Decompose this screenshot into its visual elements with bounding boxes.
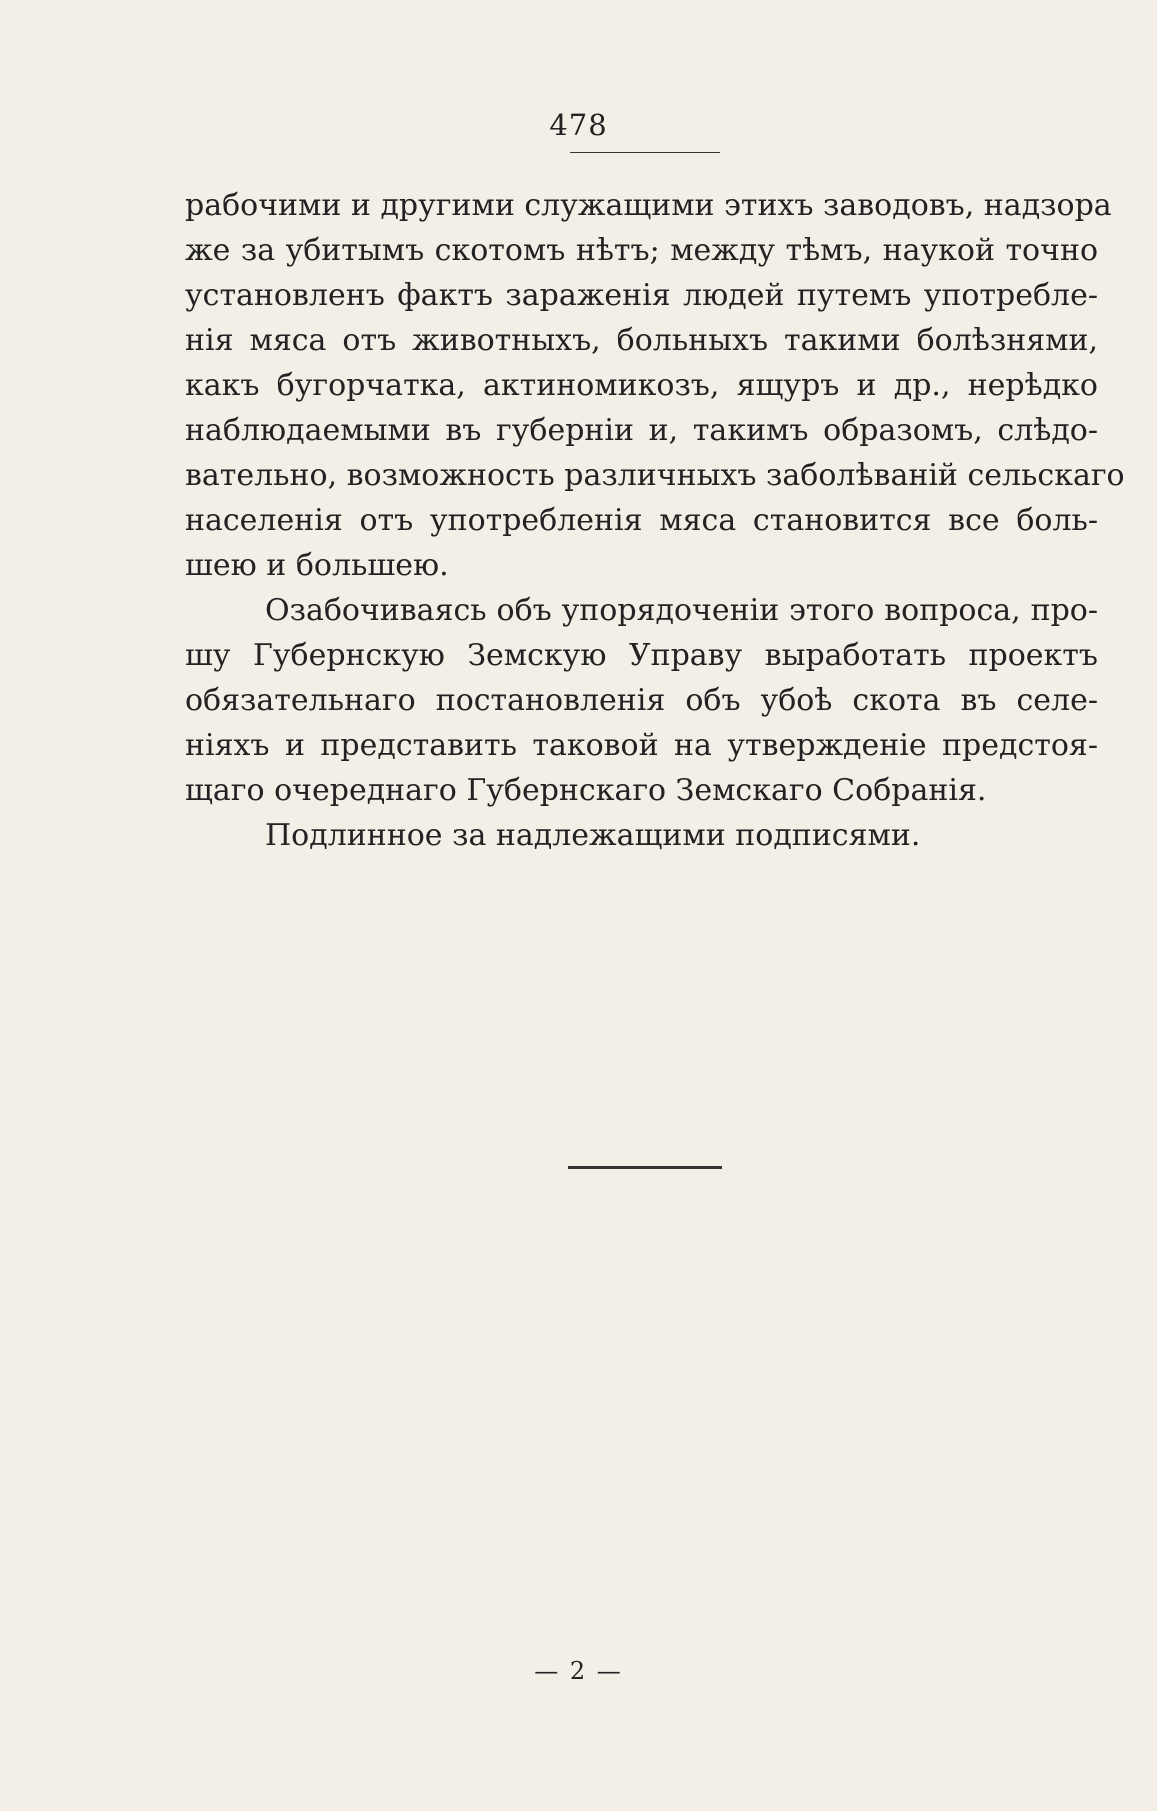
text-line: наблюдаемыми въ губерніи и, такимъ образомъ, слѣдо-	[185, 413, 1098, 448]
text-line: же за убитымъ скотомъ нѣтъ; между тѣмъ, наукой точно	[185, 233, 1098, 268]
text-line: шу Губернскую Земскую Управу выработать проектъ	[185, 638, 1098, 673]
body-text	[185, 183, 1125, 858]
paragraph-2	[185, 588, 1098, 813]
text-line: населенія отъ употребленія мяса становится все боль-	[185, 503, 1098, 538]
text-line: ніяхъ и представить таковой на утвержденіе предстоя-	[185, 728, 1098, 763]
footer-signature-mark: — 2 —	[534, 1657, 623, 1685]
paragraph-1	[185, 183, 1125, 588]
text-line: нія мяса отъ животныхъ, больныхъ такими болѣзнями,	[185, 323, 1098, 358]
text-line: обязательнаго постановленія объ убоѣ скота въ селе-	[185, 683, 1098, 718]
text-line: щаго очереднаго Губернскаго Земскаго Собранія.	[185, 773, 987, 808]
text-line: Озабочиваясь объ упорядоченіи этого вопроса, про-	[265, 593, 1098, 628]
header-rule	[570, 152, 720, 153]
text-line: Подлинное за надлежащими подписями.	[265, 818, 921, 853]
paragraph-3	[185, 813, 1098, 858]
page-number: 478	[549, 108, 608, 142]
section-end-rule	[568, 1166, 722, 1169]
text-line: какъ бугорчатка, актиномикозъ, ящуръ и др., нерѣдко	[185, 368, 1098, 403]
text-line: шею и большею.	[185, 548, 449, 583]
text-line: вательно, возможность различныхъ заболѣваній сельскаго	[185, 458, 1125, 493]
text-line: рабочими и другими служащими этихъ заводовъ, надзора	[185, 188, 1112, 223]
text-line: установленъ фактъ зараженія людей путемъ употребле-	[185, 278, 1098, 313]
